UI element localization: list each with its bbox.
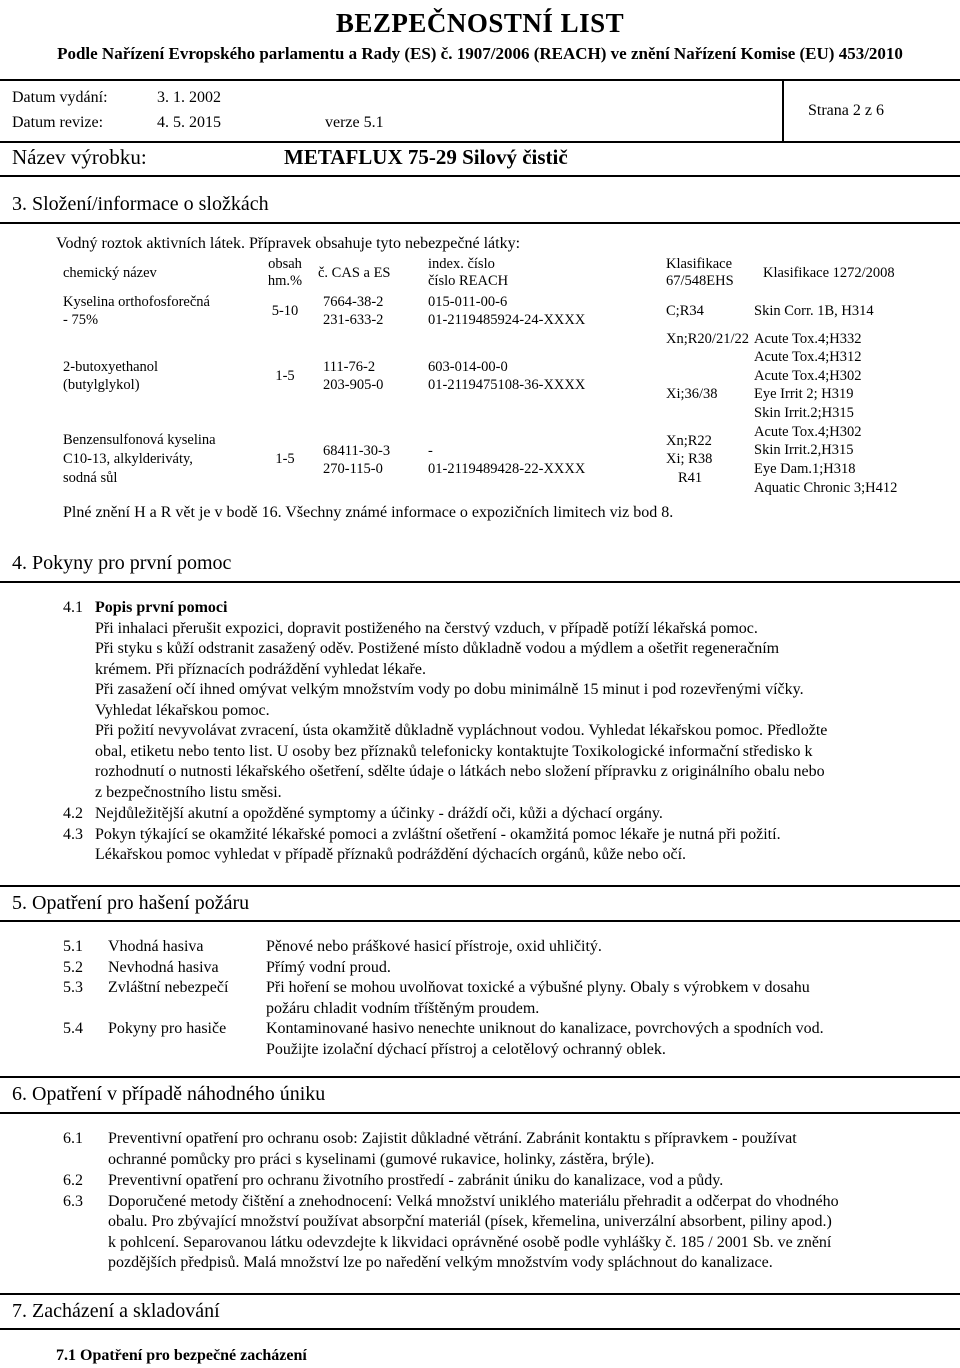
item-4-3-number: 4.3 xyxy=(63,826,83,843)
item-4-1-line: Při inhalaci přerušit expozici, dopravit postiženého na čerstvý vzduch, v případě potíží lékařská pomoc. xyxy=(95,620,758,637)
item-4-1-line: Vyhledat lékařskou pomoc. xyxy=(95,702,270,719)
row3-index-2: 01-2119489428-22-XXXX xyxy=(428,461,586,477)
row2-classification-1: Xn;R20/21/22 xyxy=(666,331,749,347)
row2-classification-2: Xi;36/38 xyxy=(666,386,718,402)
item-4-1-line: Při požití nevyvolávat zvracení, ústa okamžitě důkladně vypláchnout vodou. Vyhledat lékařskou pomoc. Předložte xyxy=(95,722,828,739)
section-7-overline xyxy=(0,1293,960,1295)
item-5-4-label: Pokyny pro hasiče xyxy=(108,1020,227,1037)
section-5-overline xyxy=(0,885,960,887)
col-header-cas: č. CAS a ES xyxy=(318,265,391,281)
row3-clp-3: Eye Dam.1;H318 xyxy=(754,461,856,477)
row3-name-3: sodná sůl xyxy=(63,470,118,486)
document-subtitle: Podle Nařízení Evropského parlamentu a Rady (ES) č. 1907/2006 (REACH) ve znění Nařízení Komise (EU) 453/2010 xyxy=(57,44,903,63)
item-6-3-text: Doporučené metody čištění a znehodnocení: Velká množství uniklého materiálu přehradit a odčerpat do vhodného xyxy=(108,1193,839,1210)
product-name: METAFLUX 75-29 Silový čistič xyxy=(284,145,568,169)
row3-index-1: - xyxy=(428,443,433,459)
row2-clp-4: Eye Irrit 2; H319 xyxy=(754,386,854,402)
item-4-3-line: Lékařskou pomoc vyhledat v případě příznaků podráždění dýchacích orgánů, kůže nebo očí. xyxy=(95,846,687,863)
item-7-1-heading: 7.1 Opatření pro bezpečné zacházení xyxy=(56,1347,307,1364)
item-5-2-number: 5.2 xyxy=(63,959,83,976)
row3-cas-1: 68411-30-3 xyxy=(323,443,391,459)
section-3-footer: Plné znění H a R vět je v bodě 16. Všechny známé informace o expozičních limitech viz bod 8. xyxy=(63,504,674,521)
item-5-1-text: Pěnové nebo práškové hasicí přístroje, oxid uhličitý. xyxy=(266,938,602,955)
row3-clp-1: Acute Tox.4;H302 xyxy=(754,424,862,440)
item-6-1-text: Preventivní opatření pro ochranu osob: Zajistit důkladné větrání. Zabránit kontaktu s přípravkem - používat xyxy=(108,1130,797,1147)
col-header-index-2: číslo REACH xyxy=(428,273,509,289)
header-divider-mid xyxy=(0,141,960,143)
row1-name-2: - 75% xyxy=(63,312,99,328)
row2-name-2: (butylglykol) xyxy=(63,377,140,393)
row2-clp-2: Acute Tox.4;H312 xyxy=(754,349,862,365)
row3-clp-4: Aquatic Chronic 3;H412 xyxy=(754,480,898,496)
item-4-3-line: Pokyn týkající se okamžité lékařské pomoci a zvláštní ošetření - okamžitá pomoc lékaře je nutná při požití. xyxy=(95,826,781,843)
row2-clp-3: Acute Tox.4;H302 xyxy=(754,368,862,384)
row3-name-1: Benzensulfonová kyselina xyxy=(63,432,216,448)
row2-index-2: 01-2119475108-36-XXXX xyxy=(428,377,586,393)
page-box-divider xyxy=(782,80,784,142)
row2-cas-1: 111-76-2 xyxy=(323,359,376,375)
item-4-1-line: z bezpečnostního listu směsi. xyxy=(95,784,282,801)
item-4-1-number: 4.1 xyxy=(63,599,83,616)
section-6-title: 6. Opatření v případě náhodného úniku xyxy=(12,1083,326,1105)
header-divider-bottom xyxy=(0,175,960,177)
item-6-3-text: pozdějších předpisů. Malá množství lze po naředění velkým množstvím vody spláchnout do kanalizace. xyxy=(108,1254,773,1271)
header-divider-top xyxy=(0,79,960,81)
item-4-1-line: Při styku s kůží odstranit zasažený oděv. Postižené místo důkladně vodou a mýdlem a ošetřit regeneračním xyxy=(95,640,780,657)
row3-classification-3: R41 xyxy=(678,470,703,486)
col-header-content-2: hm.% xyxy=(267,273,303,289)
item-6-1-number: 6.1 xyxy=(63,1130,83,1147)
item-6-3-number: 6.3 xyxy=(63,1193,83,1210)
row1-content: 5-10 xyxy=(271,303,299,319)
item-4-1-line: rozhodnutí o nutnosti lékařského ošetření, sdělte údaje o látkách nebo složení přípravku z originálního obalu nebo xyxy=(95,763,825,780)
section-3-intro: Vodný roztok aktivních látek. Přípravek obsahuje tyto nebezpečné látky: xyxy=(56,235,521,252)
item-5-4-number: 5.4 xyxy=(63,1020,83,1037)
section-6-underline xyxy=(0,1112,960,1114)
section-5-title: 5. Opatření pro hašení požáru xyxy=(12,892,250,914)
item-6-3-text: obalu. Pro zbývající množství používat absorpční materiál (písek, křemelina, univerzální absorbent, piliny apod.) xyxy=(108,1213,832,1230)
item-5-3-label: Zvláštní nebezpečí xyxy=(108,979,229,996)
section-3-underline xyxy=(0,222,960,224)
col-header-classification-2: 67/548EHS xyxy=(666,273,734,289)
row2-index-1: 603-014-00-0 xyxy=(428,359,508,375)
row2-clp-1: Acute Tox.4;H332 xyxy=(754,331,862,347)
item-6-2-text: Preventivní opatření pro ochranu životního prostředí - zabránit úniku do kanalizace, vod a půdy. xyxy=(108,1172,724,1189)
row3-clp-2: Skin Irrit.2,H315 xyxy=(754,442,854,458)
row2-clp-5: Skin Irrit.2;H315 xyxy=(754,405,854,421)
item-4-1-line: obal, etiketu nebo tento list. U osoby bez příznaků telefonicky kontaktujte Toxikologické informační středisko k xyxy=(95,743,813,760)
col-header-content-1: obsah xyxy=(268,256,302,272)
row1-index-1: 015-011-00-6 xyxy=(428,294,508,310)
item-5-4-text: Kontaminované hasivo nenechte uniknout do kanalizace, povrchových a spodních vod. xyxy=(266,1020,824,1037)
row1-cas-1: 7664-38-2 xyxy=(323,294,384,310)
section-6-overline xyxy=(0,1076,960,1078)
row2-content: 1-5 xyxy=(275,368,295,384)
row1-cas-2: 231-633-2 xyxy=(323,312,384,328)
issue-date-label: Datum vydání: xyxy=(12,89,108,106)
item-5-2-text: Přímý vodní proud. xyxy=(266,959,391,976)
item-4-2-number: 4.2 xyxy=(63,805,83,822)
page-number: Strana 2 z 6 xyxy=(808,102,884,119)
row3-content: 1-5 xyxy=(275,451,295,467)
item-6-1-text: ochranné pomůcky pro práci s kyselinami (gumové rukavice, holinky, zástěra, brýle). xyxy=(108,1151,655,1168)
section-7-underline xyxy=(0,1328,960,1330)
row3-classification-1: Xn;R22 xyxy=(666,433,712,449)
item-4-2-text: Nejdůležitější akutní a opožděné symptomy a účinky - dráždí oči, kůži a dýchací orgány. xyxy=(95,805,663,822)
product-label: Název výrobku: xyxy=(12,145,147,169)
item-5-3-text: požáru chladit vodním tříštěným proudem. xyxy=(266,1000,540,1017)
row2-cas-2: 203-905-0 xyxy=(323,377,384,393)
item-4-1-heading: Popis první pomoci xyxy=(95,599,228,616)
item-5-2-label: Nevhodná hasiva xyxy=(108,959,219,976)
item-5-3-number: 5.3 xyxy=(63,979,83,996)
item-4-1-line: krémem. Při příznacích podráždění vyhledat lékaře. xyxy=(95,661,426,678)
row2-name-1: 2-butoxyethanol xyxy=(63,359,159,375)
row1-classification: C;R34 xyxy=(666,303,704,319)
col-header-index-1: index. číslo xyxy=(428,256,495,272)
item-6-3-text: k pohlcení. Separovanou látku odevzdejte k likvidaci oprávněné osobě podle vyhlášky č. 185 / 2001 Sb. ve znění xyxy=(108,1234,832,1251)
revision-date-value: 4. 5. 2015 xyxy=(157,114,221,131)
row3-name-2: C10-13, alkylderiváty, xyxy=(63,451,193,467)
section-7-title: 7. Zacházení a skladování xyxy=(12,1300,220,1322)
issue-date-value: 3. 1. 2002 xyxy=(157,89,221,106)
col-header-name: chemický název xyxy=(63,265,157,281)
item-6-2-number: 6.2 xyxy=(63,1172,83,1189)
item-4-1-line: Při zasažení očí ihned omývat velkým množstvím vody po dobu minimálně 15 minut i pod rozevřenými víčky. xyxy=(95,681,804,698)
item-5-3-text: Při hoření se mohou uvolňovat toxické a výbušné plyny. Obaly s výrobkem v dosahu xyxy=(266,979,810,996)
row3-cas-2: 270-115-0 xyxy=(323,461,383,477)
row1-clp: Skin Corr. 1B, H314 xyxy=(754,303,874,319)
item-5-1-label: Vhodná hasiva xyxy=(108,938,204,955)
col-header-clp: Klasifikace 1272/2008 xyxy=(763,265,895,281)
revision-date-label: Datum revize: xyxy=(12,114,104,131)
row1-index-2: 01-2119485924-24-XXXX xyxy=(428,312,586,328)
section-3-title: 3. Složení/informace o složkách xyxy=(12,193,269,215)
document-title: BEZPEČNOSTNÍ LIST xyxy=(335,8,625,38)
row1-name-1: Kyselina orthofosforečná xyxy=(63,294,210,310)
item-5-4-text: Použijte izolační dýchací přístroj a celotělový ochranný oblek. xyxy=(266,1041,666,1058)
version-value: verze 5.1 xyxy=(325,114,384,131)
section-4-underline xyxy=(0,581,960,583)
row3-classification-2: Xi; R38 xyxy=(666,451,713,467)
section-4-title: 4. Pokyny pro první pomoc xyxy=(12,552,232,574)
section-5-underline xyxy=(0,920,960,922)
col-header-classification-1: Klasifikace xyxy=(666,256,733,272)
item-5-1-number: 5.1 xyxy=(63,938,83,955)
